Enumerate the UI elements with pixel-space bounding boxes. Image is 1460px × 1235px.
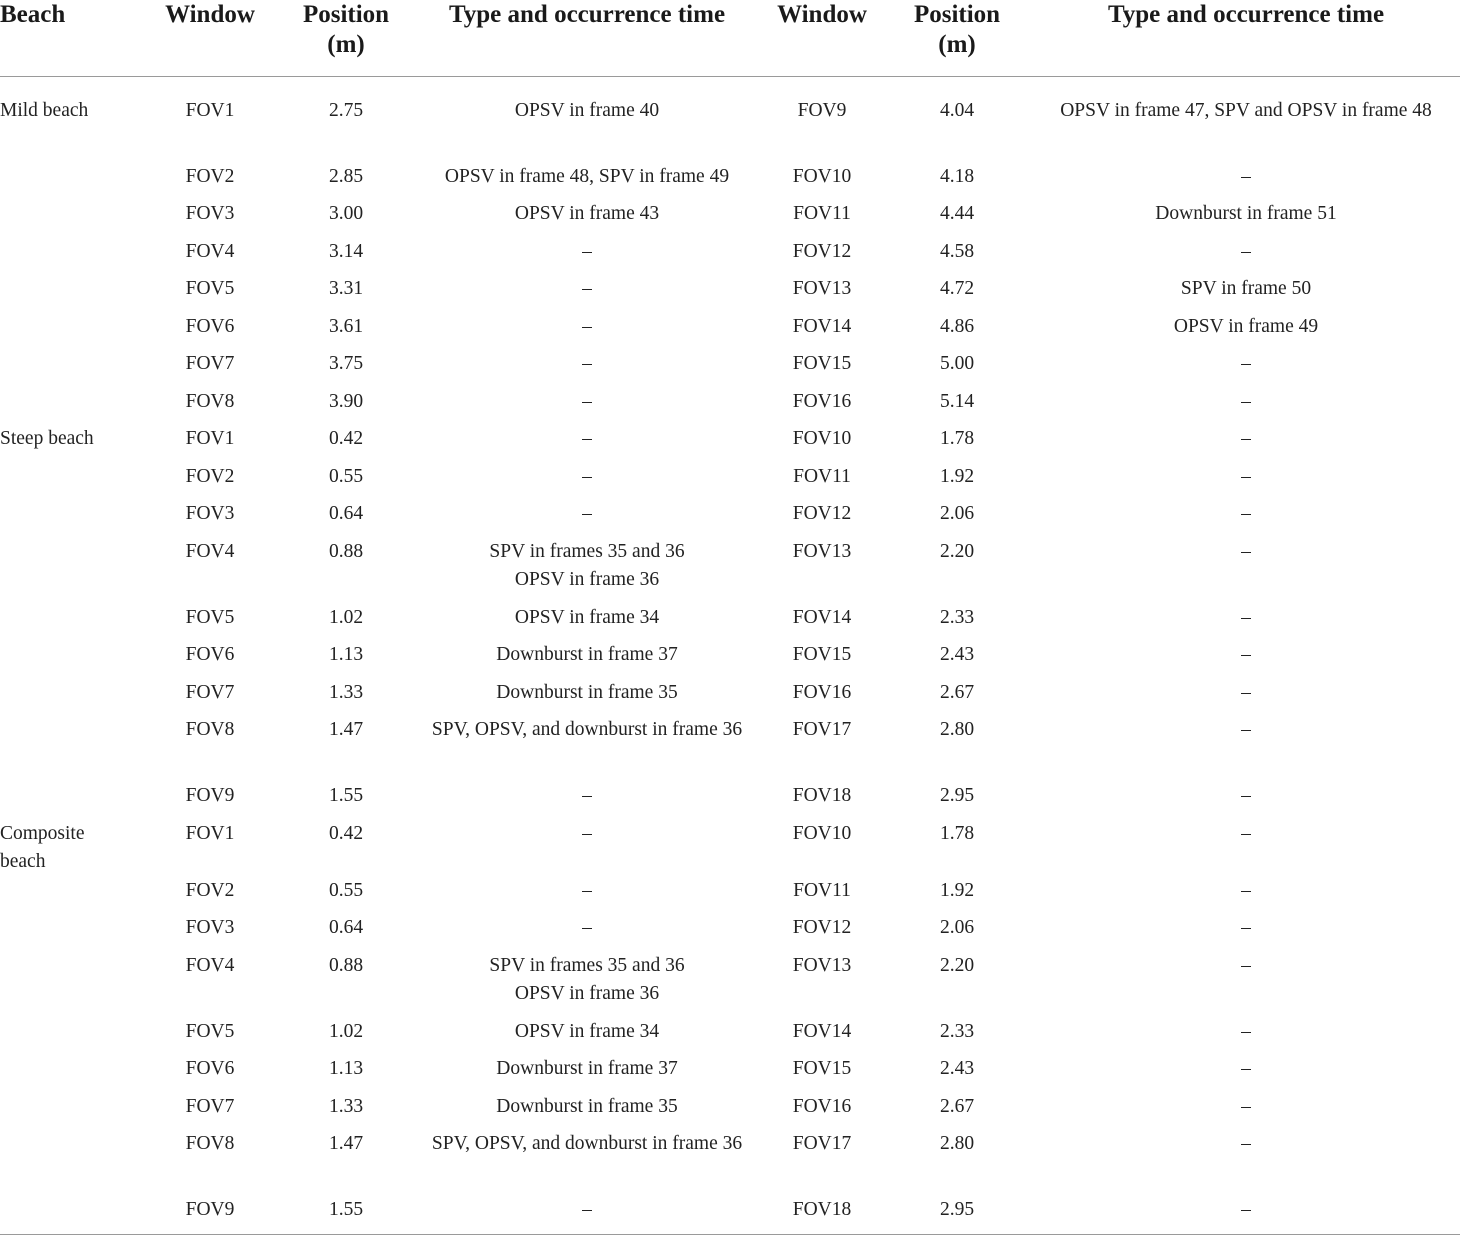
table-row bbox=[0, 820, 1460, 877]
beach-cell bbox=[0, 500, 140, 538]
window-cell-2: FOV15 bbox=[792, 1058, 852, 1079]
position-cell-2: 2.33 bbox=[939, 606, 975, 628]
window-cell-2: FOV16 bbox=[792, 681, 852, 703]
header-position-line2: (m) bbox=[327, 31, 365, 58]
position-cell: 1.55 bbox=[328, 785, 364, 806]
table-row bbox=[0, 313, 1460, 351]
type-text-2: – bbox=[1241, 165, 1251, 187]
type-cell bbox=[412, 604, 762, 642]
window-cell-2: FOV14 bbox=[792, 315, 852, 337]
window-cell: FOV5 bbox=[185, 278, 235, 299]
header-type-2: Type and occurrence time bbox=[1032, 0, 1460, 76]
position-cell-2: 4.58 bbox=[939, 240, 975, 262]
beach-cell bbox=[0, 463, 140, 501]
beach-cell bbox=[0, 604, 140, 642]
type-line-2: OPSV in frame 36 bbox=[514, 569, 660, 590]
type-text: OPSV in frame 34 bbox=[514, 1020, 660, 1042]
type-text: – bbox=[582, 785, 592, 806]
type-cell bbox=[412, 782, 762, 820]
beach-cell bbox=[0, 914, 140, 952]
window-cell: FOV4 bbox=[185, 240, 235, 262]
beach-cell bbox=[0, 716, 140, 782]
window-cell-2: FOV12 bbox=[792, 240, 852, 262]
beach-cell bbox=[0, 1196, 140, 1235]
window-cell: FOV9 bbox=[140, 1196, 280, 1235]
type-cell-2 bbox=[1032, 238, 1460, 276]
type-cell-2 bbox=[1032, 350, 1460, 388]
window-cell: FOV1 bbox=[185, 822, 235, 844]
window-cell-2: FOV18 bbox=[792, 785, 852, 806]
beach-cell bbox=[0, 782, 140, 820]
position-cell-2: 5.00 bbox=[939, 353, 975, 374]
type-text: – bbox=[582, 428, 592, 449]
type-text-2: – bbox=[1241, 1199, 1251, 1220]
type-cell-2 bbox=[1032, 1093, 1460, 1131]
table-row bbox=[0, 1196, 1460, 1235]
window-cell: FOV6 bbox=[185, 315, 235, 337]
type-cell-2 bbox=[1032, 200, 1460, 238]
window-cell: FOV9 bbox=[185, 785, 235, 806]
position-cell-2: 2.67 bbox=[939, 1095, 975, 1117]
beach-cell bbox=[0, 1055, 140, 1093]
type-cell bbox=[412, 1055, 762, 1093]
table-row bbox=[0, 679, 1460, 717]
position-cell-2: 2.43 bbox=[939, 1058, 975, 1079]
type-text-2: – bbox=[1241, 644, 1251, 665]
position-cell: 2.85 bbox=[328, 165, 364, 187]
type-text-2: – bbox=[1241, 822, 1251, 844]
table-row bbox=[0, 877, 1460, 915]
beach-cell bbox=[0, 641, 140, 679]
type-text: SPV, OPSV, and downburst in frame 36 bbox=[431, 1133, 743, 1154]
type-text-2: – bbox=[1241, 606, 1251, 628]
beach-cell bbox=[0, 350, 140, 388]
type-text-2: – bbox=[1241, 353, 1251, 374]
type-cell-2 bbox=[1032, 388, 1460, 426]
window-cell: FOV1 bbox=[185, 428, 235, 449]
beach-cell bbox=[0, 1018, 140, 1056]
position-cell: 0.42 bbox=[328, 428, 364, 449]
type-text-2: – bbox=[1241, 681, 1251, 703]
position-cell-2: 2.80 bbox=[939, 1133, 975, 1154]
position-cell: 1.55 bbox=[280, 1196, 412, 1235]
type-cell-2 bbox=[1032, 163, 1460, 201]
table-row bbox=[0, 604, 1460, 642]
position-cell-2: 2.20 bbox=[939, 954, 975, 976]
type-cell bbox=[412, 1093, 762, 1131]
type-text: – bbox=[582, 240, 592, 262]
type-text: – bbox=[582, 1199, 592, 1220]
type-text: – bbox=[582, 879, 592, 901]
position-cell-2: 2.43 bbox=[939, 644, 975, 665]
window-cell-2: FOV11 bbox=[793, 203, 851, 224]
beach-cell bbox=[0, 820, 140, 877]
table-row bbox=[0, 1055, 1460, 1093]
table-row bbox=[0, 350, 1460, 388]
header-window: Window bbox=[140, 0, 280, 76]
position-cell: 1.47 bbox=[328, 719, 364, 740]
type-text: – bbox=[582, 917, 592, 938]
type-text: – bbox=[582, 822, 592, 844]
type-cell bbox=[412, 200, 762, 238]
type-cell bbox=[412, 238, 762, 276]
position-cell-2: 2.20 bbox=[939, 540, 975, 562]
type-cell-2 bbox=[1032, 820, 1460, 877]
position-cell: 1.02 bbox=[328, 606, 364, 628]
type-cell-2 bbox=[1032, 1018, 1460, 1056]
type-cell-2 bbox=[1032, 952, 1460, 1018]
beach-cell bbox=[0, 952, 140, 1018]
window-cell-2: FOV12 bbox=[792, 503, 852, 524]
type-text: Downburst in frame 37 bbox=[496, 644, 678, 665]
type-text: OPSV in frame 34 bbox=[514, 606, 660, 628]
type-cell bbox=[412, 500, 762, 538]
table-row bbox=[0, 238, 1460, 276]
window-cell-2: FOV16 bbox=[792, 1095, 852, 1117]
type-text-2: – bbox=[1241, 1058, 1251, 1079]
header-position-2-line2: (m) bbox=[938, 31, 976, 58]
type-text: SPV, OPSV, and downburst in frame 36 bbox=[431, 719, 743, 740]
position-cell: 0.64 bbox=[328, 503, 364, 524]
table-row bbox=[0, 163, 1460, 201]
type-text: – bbox=[582, 465, 592, 487]
position-cell-2: 2.80 bbox=[939, 719, 975, 740]
beach-label: Composite beach bbox=[0, 822, 85, 872]
window-cell: FOV7 bbox=[185, 681, 235, 703]
position-cell-2: 1.92 bbox=[939, 465, 975, 487]
table-row bbox=[0, 425, 1460, 463]
type-cell bbox=[412, 952, 762, 1018]
position-cell: 1.33 bbox=[328, 681, 364, 703]
position-cell-2: 2.95 bbox=[939, 785, 975, 806]
window-cell: FOV5 bbox=[185, 1020, 235, 1042]
table-body bbox=[0, 76, 1460, 1235]
type-cell-2 bbox=[1032, 914, 1460, 952]
position-cell-2: 4.72 bbox=[939, 278, 975, 299]
type-text-2: OPSV in frame 49 bbox=[1173, 315, 1319, 337]
table-row bbox=[0, 1018, 1460, 1056]
beach-cell: Steep beach bbox=[0, 428, 94, 449]
window-cell-2: FOV15 bbox=[792, 353, 852, 374]
window-cell: FOV3 bbox=[185, 917, 235, 938]
position-cell: 0.64 bbox=[328, 917, 364, 938]
window-cell-2: FOV17 bbox=[792, 1133, 852, 1154]
beach-cell: Mild beach bbox=[0, 99, 89, 121]
position-cell-2: 2.06 bbox=[939, 917, 975, 938]
window-cell: FOV2 bbox=[185, 165, 235, 187]
header-type: Type and occurrence time bbox=[412, 0, 762, 76]
type-text-2: – bbox=[1241, 465, 1251, 487]
table-row bbox=[0, 463, 1460, 501]
type-cell bbox=[412, 463, 762, 501]
beach-cell bbox=[0, 1130, 140, 1196]
window-cell: FOV6 bbox=[185, 644, 235, 665]
position-cell: 1.47 bbox=[328, 1133, 364, 1154]
type-cell-2 bbox=[1032, 782, 1460, 820]
type-line-2: OPSV in frame 36 bbox=[514, 983, 660, 1004]
type-cell-2 bbox=[1032, 425, 1460, 463]
position-cell: 0.88 bbox=[328, 954, 364, 976]
position-cell: 0.55 bbox=[328, 465, 364, 487]
type-text: – bbox=[582, 503, 592, 524]
window-cell-2: FOV10 bbox=[792, 822, 852, 844]
type-text-2: – bbox=[1241, 879, 1251, 901]
window-cell-2: FOV15 bbox=[792, 644, 852, 665]
position-cell: 0.88 bbox=[328, 540, 364, 562]
type-text: Downburst in frame 35 bbox=[496, 681, 678, 703]
type-cell bbox=[412, 350, 762, 388]
beach-cell bbox=[0, 388, 140, 426]
beach-cell bbox=[0, 679, 140, 717]
position-cell-2: 1.78 bbox=[939, 822, 975, 844]
position-cell-2: 2.95 bbox=[882, 1196, 1032, 1235]
table-row bbox=[0, 76, 1460, 163]
window-cell-2: FOV10 bbox=[792, 165, 852, 187]
window-cell: FOV6 bbox=[185, 1058, 235, 1079]
type-text-2: – bbox=[1241, 1095, 1251, 1117]
beach-cell bbox=[0, 877, 140, 915]
window-cell: FOV4 bbox=[185, 954, 235, 976]
type-cell bbox=[412, 313, 762, 351]
table-row bbox=[0, 388, 1460, 426]
window-cell: FOV2 bbox=[185, 879, 235, 901]
window-cell: FOV2 bbox=[185, 465, 235, 487]
beach-cell bbox=[0, 200, 140, 238]
table-row bbox=[0, 500, 1460, 538]
beach-cell bbox=[0, 538, 140, 604]
type-line-1: SPV in frames 35 and 36 bbox=[489, 954, 685, 976]
type-text-2: – bbox=[1241, 428, 1251, 449]
type-cell-2 bbox=[1032, 275, 1460, 313]
table-row bbox=[0, 275, 1460, 313]
type-text-2: – bbox=[1241, 954, 1251, 976]
beach-cell bbox=[0, 275, 140, 313]
window-cell: FOV8 bbox=[185, 390, 235, 412]
beach-cell bbox=[0, 1093, 140, 1131]
type-text: – bbox=[582, 278, 592, 299]
header-position bbox=[280, 0, 412, 76]
header-position-2 bbox=[882, 0, 1032, 76]
type-cell-2 bbox=[1032, 500, 1460, 538]
window-cell: FOV5 bbox=[185, 606, 235, 628]
type-text: OPSV in frame 40 bbox=[514, 99, 660, 121]
window-cell-2: FOV14 bbox=[792, 606, 852, 628]
window-cell-2: FOV13 bbox=[792, 540, 852, 562]
type-text: – bbox=[582, 353, 592, 374]
type-text: Downburst in frame 37 bbox=[496, 1058, 678, 1079]
window-cell-2: FOV11 bbox=[793, 879, 851, 901]
type-text: OPSV in frame 48, SPV in frame 49 bbox=[444, 165, 730, 187]
window-cell: FOV1 bbox=[185, 99, 235, 121]
type-text-2: OPSV in frame 47, SPV and OPSV in frame 48 bbox=[1060, 99, 1432, 121]
header-position-2-line1: Position bbox=[913, 1, 1001, 28]
position-cell-2: 4.18 bbox=[939, 165, 975, 187]
position-cell-2: 4.44 bbox=[939, 203, 975, 224]
position-cell: 3.00 bbox=[328, 203, 364, 224]
type-cell bbox=[412, 679, 762, 717]
type-cell bbox=[412, 914, 762, 952]
position-cell: 3.90 bbox=[328, 390, 364, 412]
table-row bbox=[0, 716, 1460, 782]
type-cell bbox=[412, 275, 762, 313]
type-cell bbox=[412, 1018, 762, 1056]
table-row bbox=[0, 952, 1460, 1018]
type-cell-2 bbox=[1032, 604, 1460, 642]
type-cell-2 bbox=[1032, 877, 1460, 915]
type-text-2: Downburst in frame 51 bbox=[1155, 203, 1337, 224]
type-cell-2 bbox=[1032, 716, 1460, 782]
position-cell: 3.14 bbox=[328, 240, 364, 262]
type-cell-2 bbox=[1032, 641, 1460, 679]
type-cell bbox=[412, 820, 762, 877]
position-cell-2: 2.33 bbox=[939, 1020, 975, 1042]
type-cell-2 bbox=[1032, 1130, 1460, 1196]
header-position-line1: Position bbox=[302, 1, 390, 28]
window-cell-2: FOV13 bbox=[792, 278, 852, 299]
table-row bbox=[0, 782, 1460, 820]
position-cell-2: 2.06 bbox=[939, 503, 975, 524]
window-cell: FOV3 bbox=[185, 203, 235, 224]
beach-cell bbox=[0, 313, 140, 351]
window-cell: FOV7 bbox=[185, 1095, 235, 1117]
type-cell bbox=[412, 425, 762, 463]
table-row bbox=[0, 1130, 1460, 1196]
window-cell-2: FOV11 bbox=[793, 465, 851, 487]
type-cell bbox=[412, 388, 762, 426]
window-cell: FOV4 bbox=[185, 540, 235, 562]
window-cell-2: FOV13 bbox=[792, 954, 852, 976]
window-cell-2: FOV10 bbox=[792, 428, 852, 449]
position-cell-2: 4.04 bbox=[939, 99, 975, 121]
window-cell-2: FOV9 bbox=[797, 99, 847, 121]
beach-cell bbox=[0, 163, 140, 201]
table-row bbox=[0, 200, 1460, 238]
type-cell bbox=[412, 641, 762, 679]
position-cell: 3.61 bbox=[328, 315, 364, 337]
type-text: – bbox=[582, 390, 592, 412]
type-text-2: – bbox=[1241, 917, 1251, 938]
window-cell: FOV7 bbox=[185, 353, 235, 374]
table-row bbox=[0, 1093, 1460, 1131]
window-cell-2: FOV17 bbox=[792, 719, 852, 740]
table-row bbox=[0, 538, 1460, 604]
window-cell-2: FOV18 bbox=[762, 1196, 882, 1235]
type-cell-2 bbox=[1032, 313, 1460, 351]
position-cell: 0.42 bbox=[328, 822, 364, 844]
type-text: Downburst in frame 35 bbox=[496, 1095, 678, 1117]
type-cell-2 bbox=[1032, 538, 1460, 604]
header-beach: Beach bbox=[0, 0, 140, 76]
position-cell-2: 1.92 bbox=[939, 879, 975, 901]
position-cell-2: 4.86 bbox=[939, 315, 975, 337]
type-text: – bbox=[582, 315, 592, 337]
type-text-2: – bbox=[1241, 719, 1251, 740]
position-cell: 2.75 bbox=[328, 99, 364, 121]
type-text-2: – bbox=[1241, 240, 1251, 262]
type-cell-2 bbox=[1032, 76, 1460, 163]
type-cell bbox=[412, 1130, 762, 1196]
type-text-2: SPV in frame 50 bbox=[1180, 278, 1312, 299]
position-cell: 0.55 bbox=[328, 879, 364, 901]
type-text-2: – bbox=[1241, 1020, 1251, 1042]
window-cell-2: FOV14 bbox=[792, 1020, 852, 1042]
type-cell-2 bbox=[1032, 1055, 1460, 1093]
table-row bbox=[0, 914, 1460, 952]
header-window-2: Window bbox=[762, 0, 882, 76]
type-text-2: – bbox=[1241, 540, 1251, 562]
type-cell-2 bbox=[1032, 1196, 1460, 1235]
type-cell bbox=[412, 538, 762, 604]
type-cell bbox=[412, 716, 762, 782]
position-cell: 1.33 bbox=[328, 1095, 364, 1117]
type-cell bbox=[412, 163, 762, 201]
position-cell: 3.75 bbox=[328, 353, 364, 374]
position-cell: 1.02 bbox=[328, 1020, 364, 1042]
type-text: OPSV in frame 43 bbox=[514, 203, 660, 224]
position-cell-2: 5.14 bbox=[939, 390, 975, 412]
type-cell bbox=[412, 76, 762, 163]
position-cell: 3.31 bbox=[328, 278, 364, 299]
position-cell: 1.13 bbox=[328, 644, 364, 665]
position-cell-2: 1.78 bbox=[939, 428, 975, 449]
table-row bbox=[0, 641, 1460, 679]
type-text-2: – bbox=[1241, 503, 1251, 524]
type-line-1: SPV in frames 35 and 36 bbox=[489, 540, 685, 562]
header-row bbox=[0, 0, 1460, 76]
type-cell bbox=[412, 1196, 762, 1235]
beach-cell bbox=[0, 238, 140, 276]
window-cell-2: FOV12 bbox=[792, 917, 852, 938]
position-cell-2: 2.67 bbox=[939, 681, 975, 703]
window-cell-2: FOV16 bbox=[792, 390, 852, 412]
window-cell: FOV3 bbox=[185, 503, 235, 524]
window-cell: FOV8 bbox=[185, 719, 235, 740]
type-cell-2 bbox=[1032, 463, 1460, 501]
position-cell: 1.13 bbox=[328, 1058, 364, 1079]
type-cell-2 bbox=[1032, 679, 1460, 717]
type-text-2: – bbox=[1241, 390, 1251, 412]
type-text-2: – bbox=[1241, 1133, 1251, 1154]
type-cell bbox=[412, 877, 762, 915]
window-cell: FOV8 bbox=[185, 1133, 235, 1154]
type-text-2: – bbox=[1241, 785, 1251, 806]
